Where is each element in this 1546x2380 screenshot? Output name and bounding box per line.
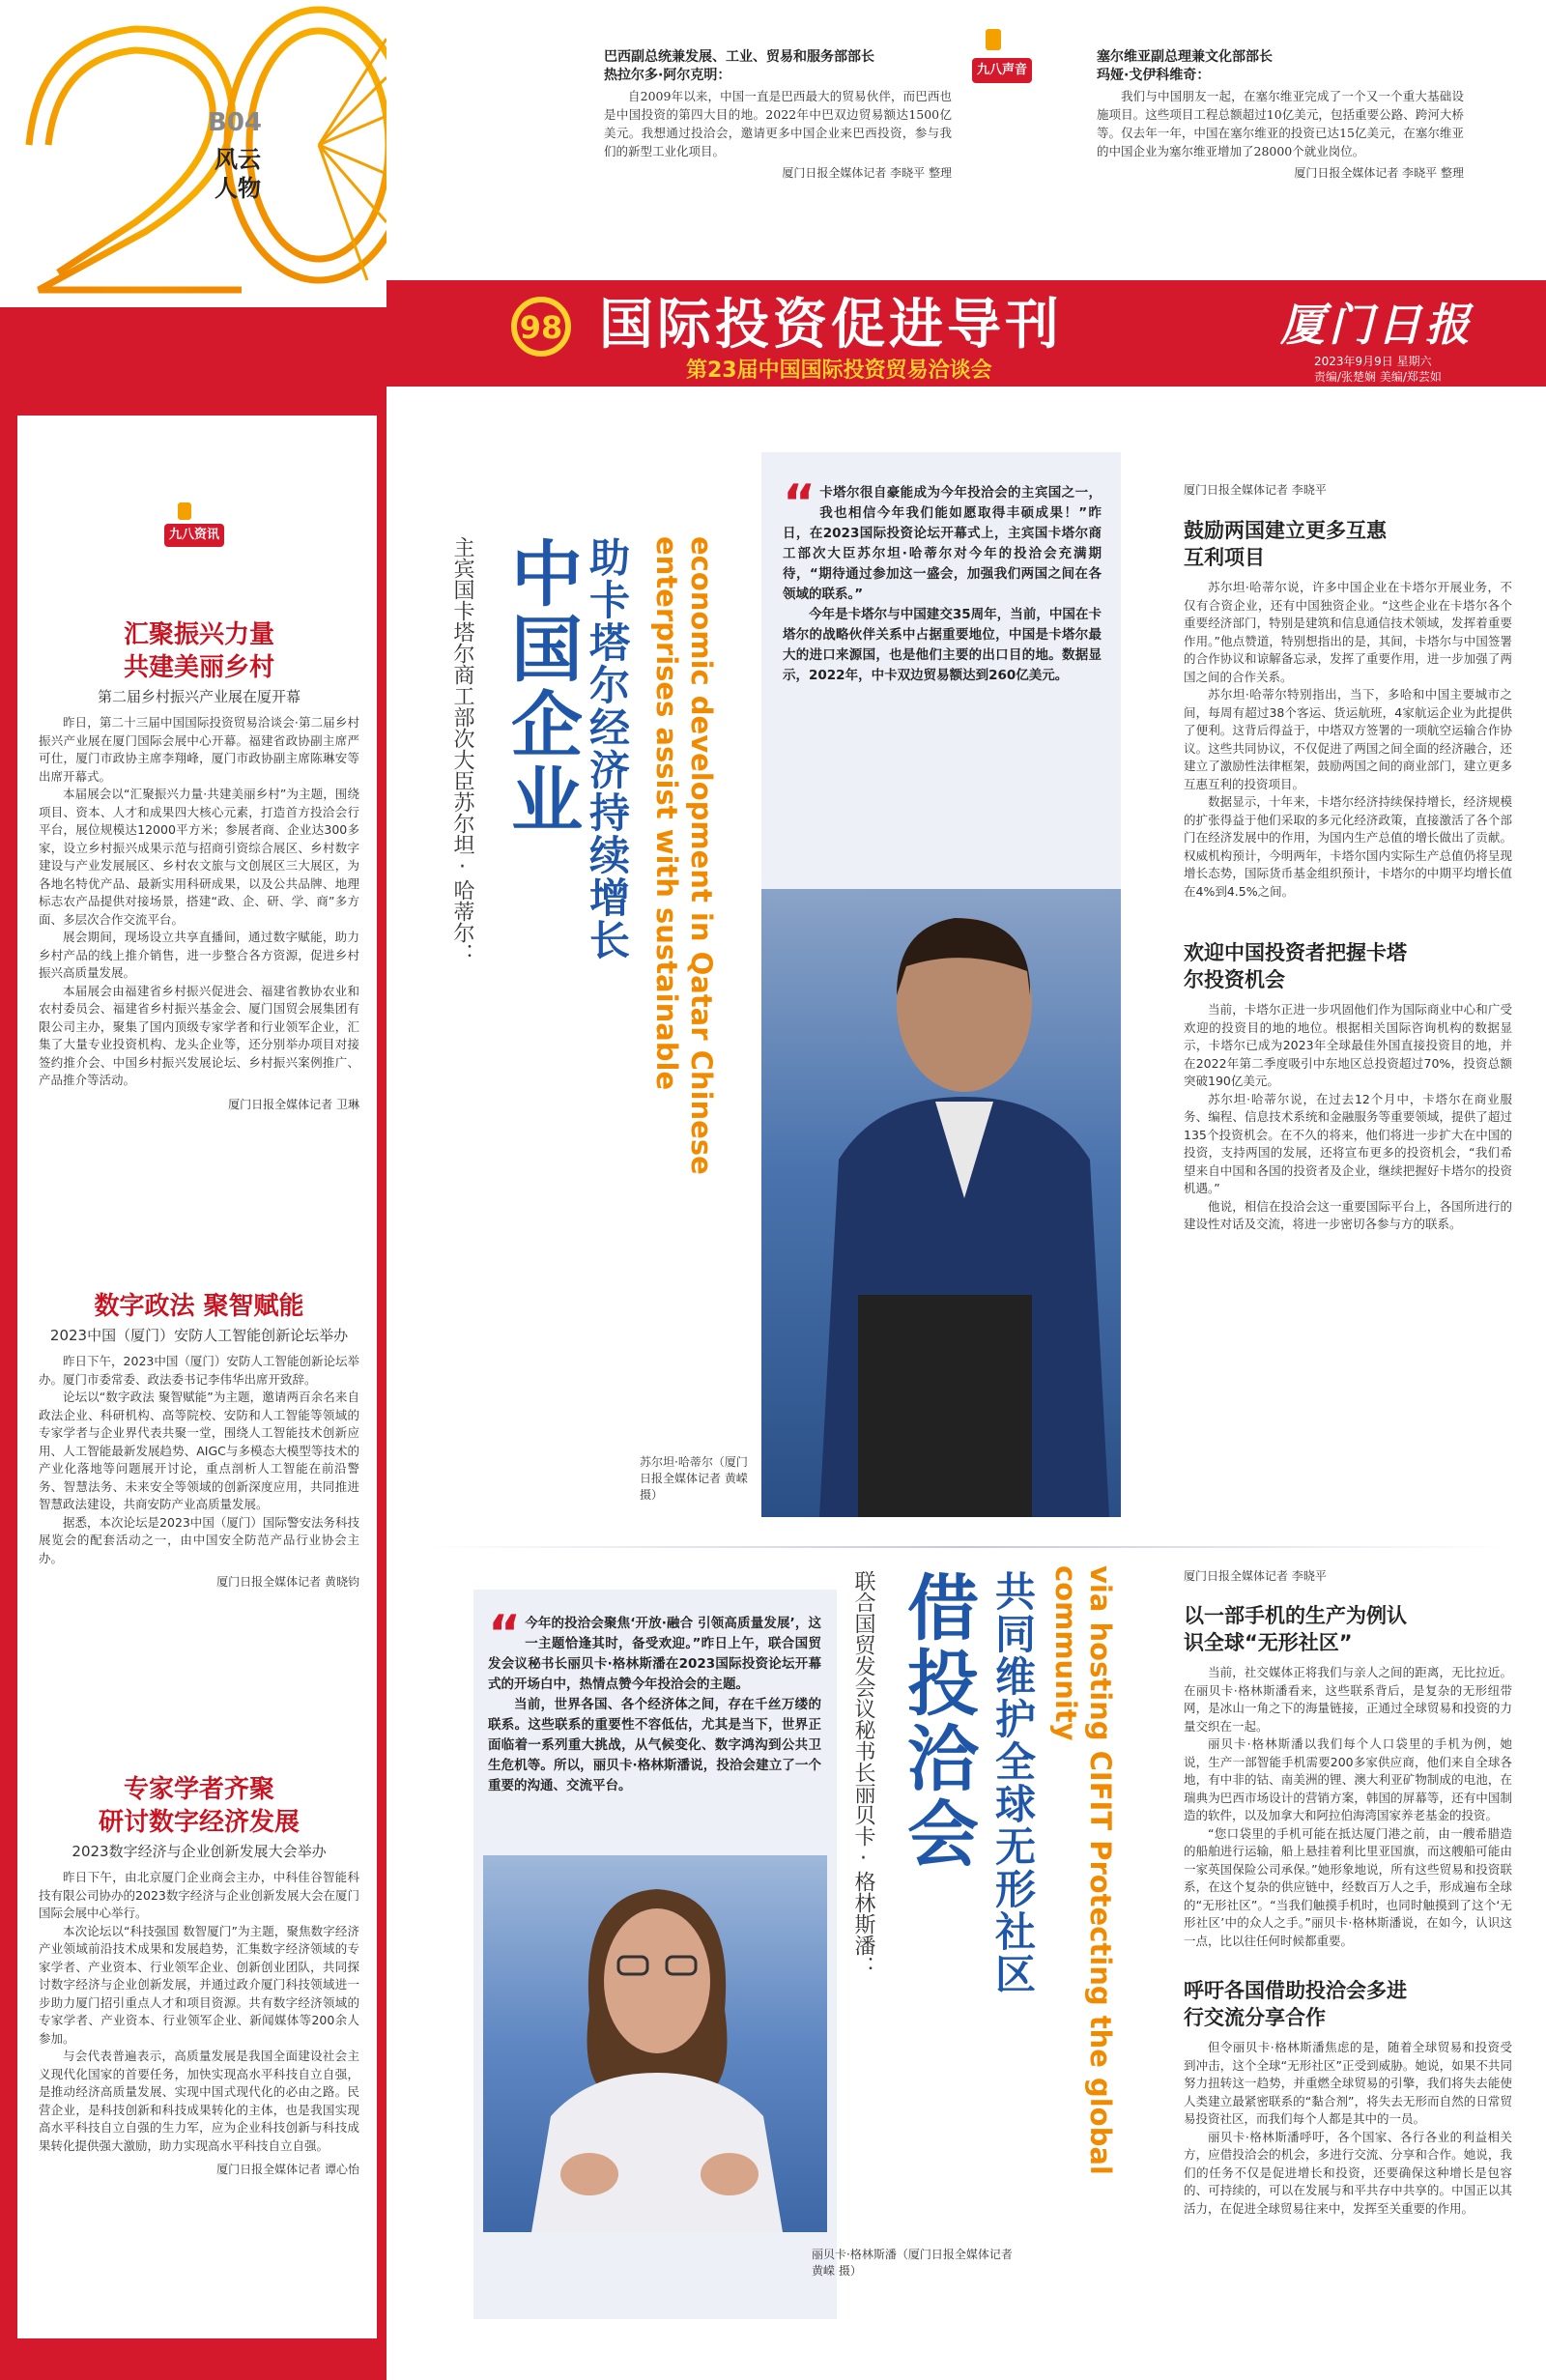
- qatar-speaker: 主宾国卡塔尔商工部次大臣苏尔坦·哈蒂尔：: [450, 536, 474, 964]
- quote-text: 卡塔尔很自豪能成为今年投洽会的主宾国之一，我也相信今年我们能如愿取得丰硕成果！”昨日，在2023国际投资论坛开幕式上，主宾国卡塔尔商工部次大臣苏尔坦·哈蒂尔对今年的投洽会充满期待，“期待通过参加这一盛会，加强我们两国之间在各领域的联系。”: [783, 485, 1102, 602]
- voice-brazil: [604, 48, 952, 181]
- paragraph: 昨日下午，2023中国（厦门）安防人工智能创新论坛举办。厦门市委常委、政法委书记李伟华出席开致辞。: [39, 1354, 359, 1387]
- byline: 厦门日报全媒体记者 卫琳: [228, 1097, 359, 1111]
- paragraph: 他说，相信在投洽会这一重要国际平台上，各国所进行的建设性对话及交流，将进一步密切各参与方的联系。: [1184, 1198, 1512, 1231]
- unctad-title-line2: 借投洽会: [896, 1570, 979, 1872]
- qatar-quote: [783, 474, 1102, 686]
- paragraph: 当前，卡塔尔正进一步巩固他们作为国际商业中心和广受欢迎的投资目的地的地位。根据相关国际咨询机构的数据显示，卡塔尔已成为2023年全球最佳外国直接投资目的地，并在2022年第二季度吸引中东地区总投资超过70%，投资总额突破190亿美元。: [1184, 1002, 1512, 1088]
- voice-badge: [972, 29, 1026, 91]
- sunburst-graphic: [0, 0, 386, 307]
- qatar-title-line1: 助卡塔尔经济持续增长: [584, 536, 631, 961]
- section-heading: 欢迎中国投资者把握卡塔尔投资机会: [1184, 941, 1407, 991]
- speaker-silhouette: [483, 1855, 827, 2232]
- article-headline-2: 共建美丽乡村: [123, 653, 274, 682]
- voice-title: 巴西副总统兼发展、工业、贸易和服务部部长: [604, 49, 874, 65]
- brief-article-3: [39, 1773, 359, 2177]
- article-subhead: 第二届乡村振兴产业展在厦开幕: [97, 688, 301, 705]
- unctad-body: [1184, 1592, 1512, 2218]
- voice-byline: 厦门日报全媒体记者 李晓平 整理: [1294, 166, 1464, 180]
- paragraph: 昨日，第二十三届中国国际投资贸易洽谈会·第二届乡村振兴产业展在厦门国际会展中心开幕。福建省政协副主席严可仕，厦门市政协主席李翔峰，厦门市政协副主席陈琳安等出席开幕式。: [39, 715, 359, 784]
- paragraph: 苏尔坦·哈蒂尔说，在过去12个月中，卡塔尔在商业服务、编程、信息技术系统和金融服务等重要领域，提供了超过135个投资机会。在不久的将来，他们将进一步扩大在中国的投资，支持两国的发展，还将宣布更多的投资机会，“我们希望来自中国和各国的投资者及企业，继续把握好卡塔尔的投资机遇。”: [1184, 1091, 1512, 1195]
- voice-title: 塞尔维亚副总理兼文化部部长: [1097, 49, 1273, 65]
- voice-text: 自2009年以来，中国一直是巴西最大的贸易伙伴，而巴西也是中国投资的第四大目的地。2022年中巴双边贸易额达1500亿美元。我想通过投洽会，邀请更多中国企业来巴西投资，参与我们的新型工业化项目。: [604, 89, 952, 158]
- svg-text:98: 98: [519, 309, 563, 346]
- section-heading: 鼓励两国建立更多互惠互利项目: [1184, 519, 1387, 569]
- section-divider: [425, 1546, 1507, 1548]
- qatar-english-title: economic development in Qatar Chinese enterprises assist with sustainable: [650, 536, 718, 1175]
- article-headline: 数字政法 聚智赋能: [94, 1292, 304, 1321]
- paragraph: 论坛以“数字政法 聚智赋能”为主题，邀请两百余名来自政法企业、科研机构、高等院校、安防和人工智能等领域的专家学者与企业界代表共聚一堂，围绕人工智能技术创新应用、人工智能最新发展趋势、AIGC与多模态大模型等技术的产业化落地等问题展开讨论，重点剖析人工智能在前沿警务、智慧法务、未来安全等领域的创新深度应用，共同推进智慧政法建设，共商安防产业高质量发展。: [39, 1390, 359, 1511]
- paragraph: 本届展会由福建省乡村振兴促进会、福建省教协农业和农村委员会、福建省乡村振兴基金会、厦门国贸会展集团有限公司主办，聚集了国内顶级专家学者和行业领军企业，汇集了大量专业投资机构、龙头企业等，还分别举办项目对接签约推介会、中国乡村振兴发展论坛、乡村振兴案例推广、产品推介等活动。: [39, 983, 359, 1087]
- voice-name: 热拉尔多·阿尔克明：: [604, 68, 731, 83]
- paragraph: “您口袋里的手机可能在抵达厦门港之前，由一艘希腊造的船舶进行运输，船上悬挂着利比里亚国旗，而这艘船可能由一家英国保险公司承保。”她形象地说，所有这些贸易和投资联系，在这个复杂的供应链中，经数百万人之手，形成遍布全球的“无形社区”。“当我们触摸手机时，也同时触摸到了这个‘无形社区’中的众人之手。”丽贝卡·格林斯潘说，在如今，认识这一点，比以往任何时候都重要。: [1184, 1825, 1512, 1948]
- article-subhead: 2023数字经济与企业创新发展大会举办: [72, 1843, 327, 1860]
- unctad-quote: [488, 1605, 821, 1796]
- section-heading: 呼吁各国借助投洽会多进行交流分享合作: [1184, 1979, 1407, 2029]
- qatar-reporter: 厦门日报全媒体记者 李晓平: [1184, 483, 1327, 497]
- news-badge-label: 九八资讯: [164, 524, 224, 547]
- section-line-1: 风云: [215, 146, 261, 173]
- paragraph: 展会期间，现场设立共享直播间，通过数字赋能，助力乡村产品的线上推介销售，进一步整合各方资源，促进乡村振兴高质量发展。: [39, 930, 359, 980]
- voice-byline: 厦门日报全媒体记者 李晓平 整理: [782, 166, 952, 180]
- cifit-logo: [502, 290, 580, 367]
- quote-mark: “: [783, 474, 816, 532]
- unctad-reporter: 厦门日报全媒体记者 李晓平: [1184, 1569, 1327, 1583]
- qatar-speaker-photo: [761, 889, 1121, 1517]
- paragraph: 昨日下午，由北京厦门企业商会主办，中科佳谷智能科技有限公司协办的2023数字经济与企业创新发展大会在厦门国际会展中心举行。: [39, 1870, 359, 1920]
- byline: 厦门日报全媒体记者 黄晓钧: [216, 1575, 359, 1589]
- section-heading: 以一部手机的生产为例认识全球“无形社区”: [1184, 1604, 1407, 1654]
- paragraph: 本届展会以“汇聚振兴力量·共建美丽乡村”为主题，围绕项目、资本、人才和成果四大核心元素，打造首方投洽会行平台，展位规模达12000平方米；参展者商、企业达300多家，设立乡村振兴成果示范与招商引资综合展区、乡村数字建设与产业发展展区、乡村农文旅与文创展区三大展区，为各地名特优产品、最新实用科研成果，以及公共品牌、地理标志农产品提供对接场景，搭建“政、企、研、学、商”多方面、多层次合作交流平台。: [39, 787, 359, 927]
- brief-article-2: [39, 1290, 359, 1590]
- qatar-title-line2: 中国企业: [500, 536, 583, 838]
- voice-serbia: [1097, 48, 1464, 181]
- unctad-photo-caption: 丽贝卡·格林斯潘（厦门日报全媒体记者 黄嵘 摄）: [812, 2248, 1013, 2278]
- newspaper-logo: 厦门日报: [1280, 299, 1474, 351]
- unctad-speaker: 联合国贸发会议秘书长丽贝卡·格林斯潘：: [851, 1570, 875, 1977]
- speaker-silhouette: [761, 889, 1121, 1517]
- page-code: B04: [208, 108, 262, 137]
- paragraph: 数据显示，十年来，卡塔尔经济持续保持增长，经济规模的扩张得益于他们采取的多元化经济政策，直接激活了各个部门在经济发展中的作用，为国内生产总值的增长做出了贡献。权威机构预计，今明两年，卡塔尔国内实际生产总值仍将呈现增长态势，国际货币基金组织预计，卡塔尔的中期平均增长值在4%到4.5%之间。: [1184, 794, 1512, 899]
- qatar-body: [1184, 507, 1512, 1234]
- banner-subtitle: 第23届中国国际投资贸易洽谈会: [686, 358, 992, 383]
- article-headline: 专家学者齐聚: [123, 1775, 274, 1804]
- byline: 厦门日报全媒体记者 谭心怡: [216, 2163, 359, 2176]
- brief-article-1: [39, 618, 359, 1112]
- unctad-title-line1: 共同维护全球无形社区: [989, 1570, 1037, 1995]
- unctad-speaker-photo: [483, 1855, 827, 2232]
- masthead-graphic: [0, 0, 386, 307]
- voice-name: 玛娅·戈伊科维奇：: [1097, 68, 1211, 83]
- quote-text-2: 今年是卡塔尔与中国建交35周年，当前，中国在卡塔尔的战略伙伴关系中占据重要地位，中国是卡塔尔最大的进口来源国，也是他们主要的出口目的地。数据显示，2022年，中卡双边贸易额达到260亿美元。: [783, 607, 1102, 683]
- paragraph: 当前，社交媒体正将我们与亲人之间的距离，无比拉近。在丽贝卡·格林斯潘看来，这些联系背后，是复杂的无形纽带网，是冰山一角之下的海量链接，正通过全球贸易和投资的力量交织在一起。: [1184, 1665, 1512, 1734]
- article-headline: 汇聚振兴力量: [123, 620, 274, 649]
- unctad-english-title: via hosting CIFIT Protecting the global community: [1049, 1565, 1117, 2175]
- banner-date: 2023年9月9日 星期六: [1314, 355, 1432, 368]
- voice-text: 我们与中国朋友一起，在塞尔维亚完成了一个又一个重大基础设施项目。这些项目工程总额超过10亿美元，包括重要公路、跨河大桥等。仅去年一年，中国在塞尔维亚的投资已达15亿美元，在塞尔维亚的中国企业为塞尔维亚增加了28000个就业岗位。: [1097, 89, 1464, 158]
- paragraph: 本次论坛以“科技强国 数智厦门”为主题，聚焦数字经济产业领域前沿技术成果和发展趋势，汇集数字经济领域的专家学者、产业资本、行业领军企业、创新创业团队，共同探讨数字经济与企业创新发展，并通过政介厦门科技领域进一步助力厦门招引重点人才和项目资源。共有数字经济领域的专家学者、产业资本、行业领军企业、新闻媒体等200余人参加。: [39, 1923, 359, 2046]
- paragraph: 丽贝卡·格林斯潘呼吁，各个国家、各行各业的利益相关方，应借投洽会的机会，多进行交流、分享和合作。她说，我们的任务不仅是促进增长和投资，还要确保这种增长是包容的、可持续的，可以在发展与和平共存中共享的。中国正以其活力，在促进全球贸易往来中，发挥至关重要的作用。: [1184, 2129, 1512, 2216]
- article-subhead: 2023中国（厦门）安防人工智能创新论坛举办: [49, 1327, 349, 1344]
- paragraph: 丽贝卡·格林斯潘以我们每个人口袋里的手机为例，她说，生产一部智能手机需要200多家供应商，他们来自全球各地，有中非的钴、南美洲的锂、澳大利亚矿物制成的电池，在瑞典为巴西市场设计的营销方案，韩国的屏幕等，还有中国制造的软件，以及加拿大和阿拉伯海湾国家养老基金的投资。: [1184, 1736, 1512, 1822]
- banner-title: 国际投资促进导刊: [599, 294, 1063, 357]
- qatar-photo-caption: 苏尔坦·哈蒂尔（厦门日报全媒体记者 黄嵘 摄）: [640, 1455, 748, 1502]
- section-line-2: 人物: [215, 175, 261, 202]
- paragraph: 与会代表普遍表示，高质量发展是我国全面建设社会主义现代化国家的首要任务，加快实现高水平科技自立自强，是推动经济高质量发展、实现中国式现代化的必由之路。民营企业，是科技创新和科技成果转化的主体，也是我国实现高水平科技自立自强的生力军，应为企业科技创新与科技成果转化提供强大激励，助力实现高水平科技自立自强。: [39, 2049, 359, 2153]
- paragraph: 但令丽贝卡·格林斯潘焦虑的是，随着全球贸易和投资受到冲击，这个全球“无形社区”正受到威胁。她说，如果不共同努力扭转这一趋势，并重燃全球贸易的引擎，我们将失去能使人类建立最紧密联系的“黏合剂”，将失去无形而自然的日常贸易投资社区，而我们每个人都是其中的一员。: [1184, 2040, 1512, 2126]
- quote-mark: “: [488, 1605, 522, 1663]
- banner-editors: 责编/张楚娴 美编/郑芸如: [1314, 370, 1442, 384]
- paragraph: 据悉，本次论坛是2023中国（厦门）国际警安法务科技展览会的配套活动之一，由中国安全防范产品行业协会主办。: [39, 1514, 359, 1565]
- quote-text-2: 当前，世界各国、各个经济体之间，存在千丝万缕的联系。这些联系的重要性不容低估，尤其是当下，世界正面临着一系列重大挑战，从气候变化、数字鸿沟到公共卫生危机等。所以，丽贝卡·格林斯潘说，投洽会建立了一个重要的沟通、交流平台。: [488, 1697, 821, 1793]
- paragraph: 苏尔坦·哈蒂尔说，许多中国企业在卡塔尔开展业务，不仅有合资企业，还有中国独资企业。“这些企业在卡塔尔各个重要经济部门，特别是建筑和信息通信技术领域，发挥着重要作用。”他点赞道，特别想指出的是，其间，卡塔尔与中国签署的合作协议和谅解备忘录，发挥了重要作用，进一步加强了两国之间的合作关系。: [1184, 580, 1512, 684]
- voice-badge-label: 九八声音: [972, 58, 1032, 83]
- quote-text: 今年的投洽会聚焦‘开放·融合 引领高质量发展’，这一主题恰逢其时，备受欢迎。”昨日上午，联合国贸发会议秘书长丽贝卡·格林斯潘在2023国际投资论坛开幕式的开场白中，热情点赞今年投洽会的主题。: [488, 1616, 821, 1692]
- paragraph: 苏尔坦·哈蒂尔特别指出，当下，多哈和中国主要城市之间，每周有超过38个客运、货运航班，4家航运企业为此提供了便利。这背后得益于，中塔双方签署的一项航空运输合作协议。这些共同协议，不仅促进了两国之间全面的经济融合，还建立了激励性法律框架，鼓励两国之间的商业部门，建立更多互惠互利的投资项目。: [1184, 687, 1512, 791]
- article-headline-2: 研讨数字经济发展: [98, 1808, 300, 1837]
